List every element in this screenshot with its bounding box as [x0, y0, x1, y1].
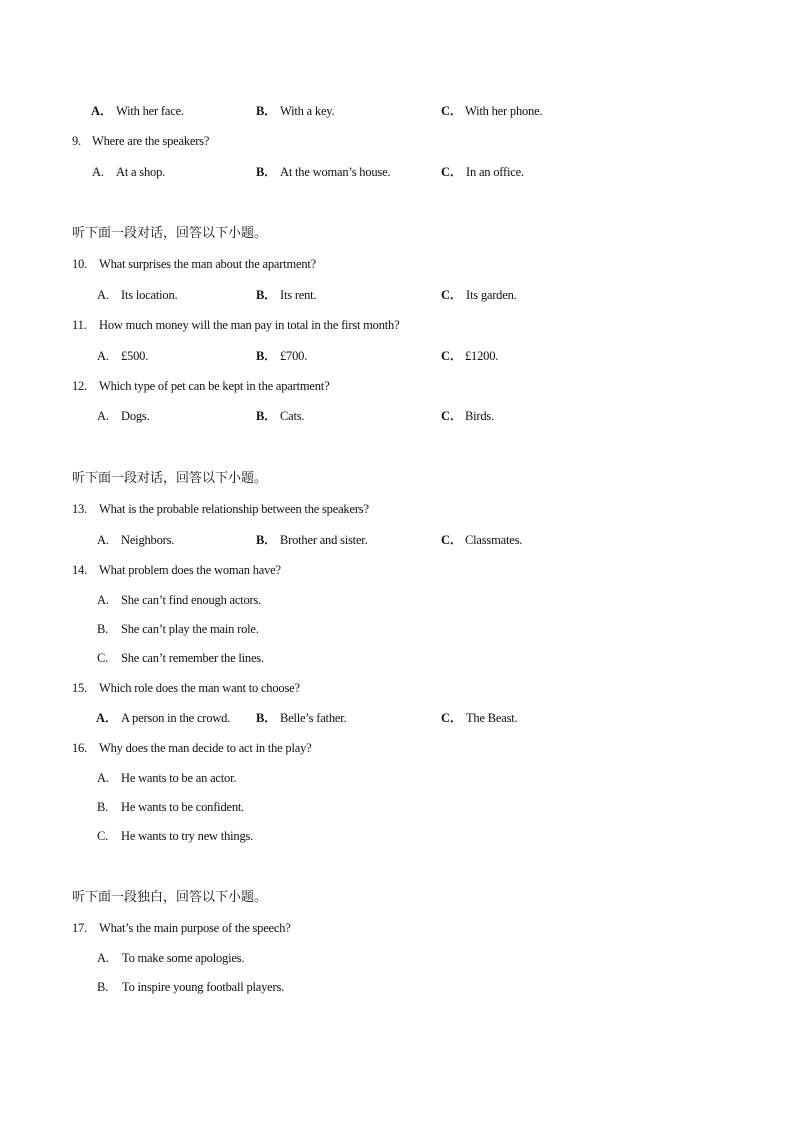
- option-text: The Beast.: [466, 711, 518, 725]
- question-text: Which role does the man want to choose?: [99, 681, 300, 695]
- option-text: He wants to be confident.: [121, 800, 245, 814]
- question-number: 14.: [72, 563, 88, 577]
- option-text: Cats.: [280, 409, 305, 423]
- option-text: With a key.: [280, 104, 335, 118]
- section-heading: 听下面一段对话，回答以下小题。: [72, 226, 268, 241]
- option-letter: C．: [441, 349, 463, 363]
- option-text: Belle’s father.: [280, 711, 347, 725]
- question-text: How much money will the man pay in total in the first month?: [99, 318, 400, 332]
- option-text: She can’t remember the lines.: [121, 651, 264, 665]
- question-number: 9.: [72, 134, 81, 148]
- option-text: With her phone.: [465, 104, 543, 118]
- question-number: 16.: [72, 741, 88, 755]
- option-text: Its location.: [121, 288, 178, 302]
- question-text: What problem does the woman have?: [99, 563, 281, 577]
- option-letter: A.: [92, 165, 104, 179]
- question-text: Where are the speakers?: [92, 134, 210, 148]
- option-letter: B.: [97, 622, 109, 636]
- option-letter: A.: [97, 349, 109, 363]
- option-letter: B.: [97, 800, 109, 814]
- option-text: At a shop.: [116, 165, 166, 179]
- option-text: She can’t find enough actors.: [121, 593, 262, 607]
- question-number: 11.: [72, 318, 87, 332]
- option-letter: B．: [256, 104, 277, 118]
- question-text: What is the probable relationship between the speakers?: [99, 502, 369, 516]
- option-letter: C.: [97, 651, 109, 665]
- option-text: At the woman’s house.: [280, 165, 391, 179]
- option-letter: C．: [441, 288, 463, 302]
- option-text: She can’t play the main role.: [121, 622, 259, 636]
- option-text: Its garden.: [466, 288, 517, 302]
- option-letter: B．: [256, 409, 277, 423]
- option-letter: C．: [441, 533, 463, 547]
- question-text: What surprises the man about the apartment?: [99, 257, 317, 271]
- question-text: Why does the man decide to act in the play?: [99, 741, 312, 755]
- option-letter: A．: [91, 104, 113, 118]
- option-letter: A．: [96, 711, 118, 725]
- option-letter: A.: [97, 593, 109, 607]
- option-letter: C．: [441, 711, 463, 725]
- option-letter: C．: [441, 104, 463, 118]
- option-letter: A.: [97, 771, 109, 785]
- option-letter: C．: [441, 165, 463, 179]
- question-text: Which type of pet can be kept in the apartment?: [99, 379, 330, 393]
- question-number: 15.: [72, 681, 88, 695]
- option-text: Birds.: [465, 409, 495, 423]
- option-text: Dogs.: [121, 409, 150, 423]
- option-text: £500.: [121, 349, 149, 363]
- section-heading: 听下面一段独白，回答以下小题。: [72, 890, 268, 905]
- option-text: He wants to try new things.: [121, 829, 254, 843]
- question-number: 17.: [72, 921, 88, 935]
- option-letter: A.: [97, 533, 109, 547]
- option-letter: A.: [97, 409, 109, 423]
- option-text: In an office.: [466, 165, 524, 179]
- option-letter: C.: [97, 829, 109, 843]
- question-number: 10.: [72, 257, 88, 271]
- option-letter: C．: [441, 409, 463, 423]
- option-letter: B．: [256, 165, 277, 179]
- option-letter: B．: [256, 288, 277, 302]
- question-number: 12.: [72, 379, 88, 393]
- section-heading: 听下面一段对话，回答以下小题。: [72, 471, 268, 486]
- option-text: £1200.: [465, 349, 499, 363]
- option-text: To inspire young football players.: [122, 980, 285, 994]
- option-text: £700.: [280, 349, 308, 363]
- option-text: Brother and sister.: [280, 533, 368, 547]
- option-letter: B.: [97, 980, 109, 994]
- question-number: 13.: [72, 502, 88, 516]
- option-text: Neighbors.: [121, 533, 175, 547]
- option-text: To make some apologies.: [122, 951, 245, 965]
- option-text: Its rent.: [280, 288, 317, 302]
- option-letter: A.: [97, 288, 109, 302]
- question-text: What’s the main purpose of the speech?: [99, 921, 291, 935]
- option-text: He wants to be an actor.: [121, 771, 237, 785]
- option-letter: B．: [256, 711, 277, 725]
- option-text: A person in the crowd.: [121, 711, 231, 725]
- option-text: With her face.: [116, 104, 184, 118]
- option-text: Classmates.: [465, 533, 523, 547]
- option-letter: A.: [97, 951, 109, 965]
- option-letter: B．: [256, 533, 277, 547]
- option-letter: B．: [256, 349, 277, 363]
